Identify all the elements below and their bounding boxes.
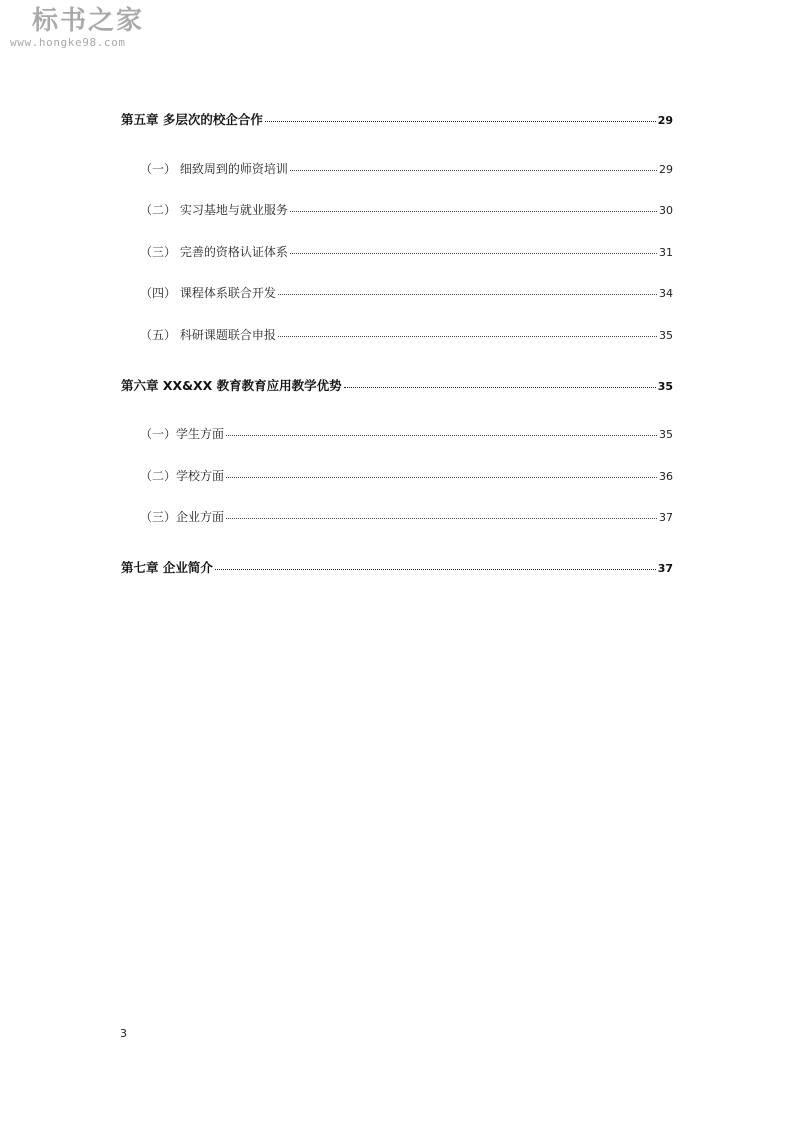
toc-entry-page: 35	[659, 329, 673, 342]
toc-chapter-6[interactable]	[121, 376, 673, 394]
dot-leader	[290, 252, 657, 254]
toc-entry-label: （五） 科研课题联合申报	[140, 328, 276, 342]
toc-entry-label: （二） 实习基地与就业服务	[140, 203, 288, 217]
page-number: 3	[120, 1027, 127, 1040]
toc-entry-label: 第五章 多层次的校企合作	[121, 112, 263, 127]
dot-leader	[290, 169, 657, 171]
toc-chapter-5[interactable]	[121, 110, 673, 128]
dot-leader	[265, 120, 656, 122]
toc-entry-page: 37	[657, 562, 673, 575]
toc-section-6-2[interactable]	[140, 467, 673, 484]
toc-entry-page: 37	[659, 511, 673, 524]
watermark-title: 标书之家	[32, 6, 145, 36]
toc-section-6-1[interactable]	[140, 425, 673, 442]
toc-section-5-2[interactable]	[140, 201, 673, 218]
toc-entry-page: 34	[659, 287, 673, 300]
toc-chapter-7[interactable]	[121, 558, 673, 576]
toc-entry-label: （三）企业方面	[140, 510, 225, 524]
toc-section-5-1[interactable]	[140, 160, 673, 177]
toc-entry-label: （一）学生方面	[140, 427, 225, 441]
toc-entry-label: （三） 完善的资格认证体系	[140, 245, 288, 259]
toc-section-5-4[interactable]	[140, 284, 673, 301]
toc-entry-page: 30	[659, 204, 673, 217]
toc-entry-page: 35	[659, 428, 673, 441]
dot-leader	[226, 517, 657, 519]
dot-leader	[278, 293, 657, 295]
dot-leader	[226, 476, 657, 478]
toc-entry-page: 31	[659, 246, 673, 259]
toc-entry-label: （一） 细致周到的师资培训	[140, 162, 288, 176]
toc-entry-label: （四） 课程体系联合开发	[140, 286, 276, 300]
toc-entry-page: 35	[657, 380, 673, 393]
toc-entry-label: （二）学校方面	[140, 469, 225, 483]
toc-section-5-3[interactable]	[140, 243, 673, 260]
toc-section-6-3[interactable]	[140, 508, 673, 525]
toc-entry-page: 29	[657, 114, 673, 127]
dot-leader	[278, 335, 657, 337]
dot-leader	[215, 568, 656, 570]
toc-entry-page: 36	[659, 470, 673, 483]
toc-section-5-5[interactable]	[140, 326, 673, 343]
dot-leader	[226, 434, 657, 436]
dot-leader	[290, 210, 657, 212]
toc-entry-page: 29	[659, 163, 673, 176]
dot-leader	[344, 386, 656, 388]
toc-entry-label: 第七章 企业简介	[121, 560, 213, 575]
watermark-url: www.hongke98.com	[10, 36, 126, 49]
toc-entry-label: 第六章 XX&XX 教育教育应用教学优势	[121, 378, 342, 393]
